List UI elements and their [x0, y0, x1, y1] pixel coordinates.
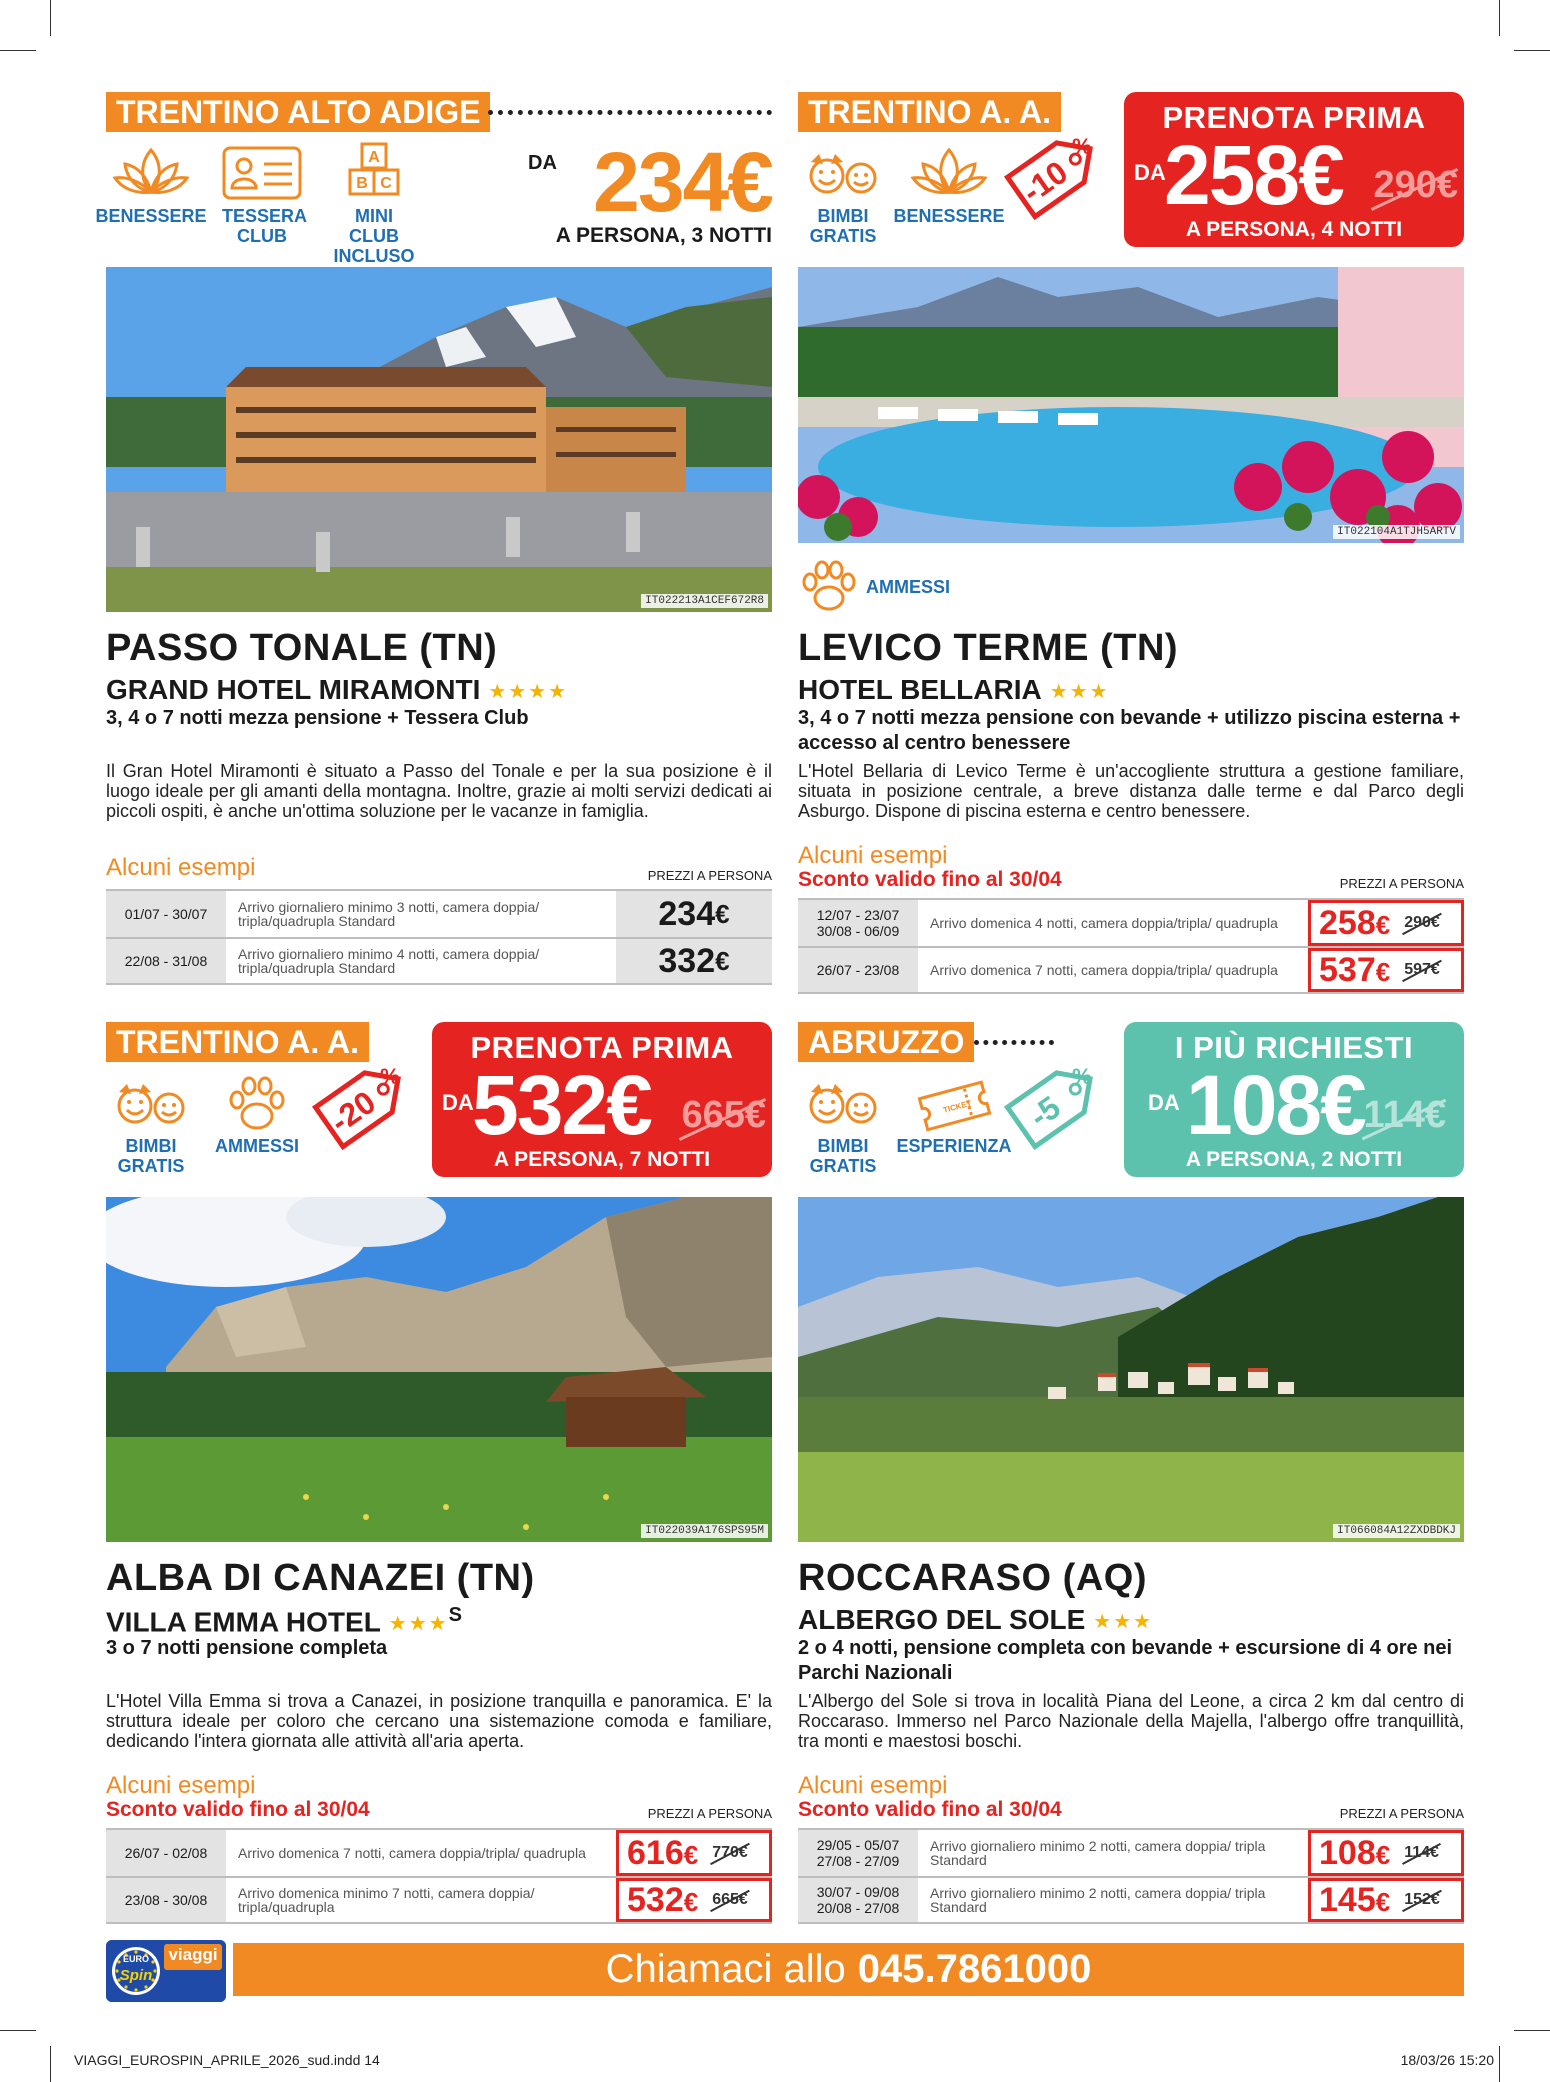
photo-code: IT022039A176SPS95M: [641, 1524, 768, 1538]
hotel-name: GRAND HOTEL MIRAMONTI: [106, 674, 481, 705]
lotus-icon: [109, 142, 193, 204]
old-price: 597€: [1404, 961, 1440, 978]
row-description: Arrivo domenica 7 notti, camera doppia/tripla/ quadrupla: [238, 1845, 586, 1861]
svg-text:%: %: [1072, 1064, 1092, 1089]
print-slug-date: 18/03/26 15:20: [1400, 2052, 1494, 2068]
old-price: 770€: [712, 1844, 748, 1861]
print-slug-file: VIAGGI_EUROSPIN_APRILE_2026_sud.indd 14: [74, 2052, 380, 2068]
promo-title: PRENOTA PRIMA: [470, 1030, 734, 1065]
examples-label: Alcuni esempi: [798, 1772, 948, 1799]
hotel-description: Il Gran Hotel Miramonti è situato a Passo del Tonale e per la sua posizione è il luogo ideale per gli amanti della montagna. Inoltre, grazie ai molti servizi dedicati ai piccoli ospiti, è anche un'ottima soluzione per le vacanze in famiglia.: [106, 761, 772, 821]
feature-esperienza: [896, 1072, 1012, 1176]
discount-tag-icon: [994, 114, 1114, 234]
feature-bimbi-gratis: [106, 1072, 196, 1176]
table-row: [106, 889, 772, 937]
destination-title: ALBA DI CANAZEI (TN): [106, 1557, 535, 1599]
table-row: [106, 1876, 772, 1924]
svg-text:-5: -5: [1022, 1088, 1067, 1135]
date-range: 26/07 - 23/08: [798, 948, 918, 992]
hotel-name: HOTEL BELLARIA: [798, 674, 1042, 705]
svg-text:%: %: [1072, 134, 1092, 159]
row-description: Arrivo giornaliero minimo 2 notti, camera doppia/ tripla Standard: [930, 1885, 1266, 1915]
row-description: Arrivo giornaliero minimo 4 notti, camera doppia/ tripla/quadrupla Standard: [238, 946, 540, 976]
feature-icons: [798, 142, 1005, 246]
feature-label: ESPERIENZA: [896, 1136, 1012, 1156]
date-range: 26/07 - 02/08: [106, 1830, 226, 1876]
offer-subtitle: 3, 4 o 7 notti mezza pensione + Tessera Club: [106, 707, 529, 729]
hotel-photo: [106, 1197, 772, 1542]
destination-title: LEVICO TERME (TN): [798, 627, 1179, 669]
crop-mark: [1514, 2030, 1550, 2031]
card-header: [798, 1022, 1464, 1192]
price-from-label: DA: [1134, 160, 1166, 185]
old-price: 290€: [1373, 164, 1458, 206]
region-label: TRENTINO A. A.: [106, 1022, 369, 1062]
price-from-label: DA: [1148, 1090, 1180, 1115]
promo-price-box: [1124, 92, 1464, 247]
table-row: [106, 1828, 772, 1876]
feature-label: TESSERA CLUB: [222, 206, 308, 246]
prices-per-person-label: PREZZI A PERSONA: [647, 1806, 772, 1821]
hotel-photo: [798, 1197, 1464, 1542]
crop-mark: [1499, 2046, 1500, 2082]
offer-subtitle: 2 o 4 notti, pensione completa con bevande + escursione di 4 ore nei Parchi Nazionali: [798, 1637, 1453, 1684]
discount-validity: Sconto valido fino al 30/04: [798, 868, 1062, 891]
pets-allowed: [798, 560, 950, 614]
logo-euro-text: EURO: [122, 1954, 149, 1964]
offer-subtitle: 3 o 7 notti pensione completa: [106, 1637, 388, 1659]
crop-mark: [1514, 50, 1550, 51]
old-price: 665€: [712, 1891, 748, 1908]
star-rating: ★★★: [1093, 1611, 1154, 1634]
price-table: [106, 1828, 772, 1924]
price-per: A PERSONA, 4 NOTTI: [1185, 218, 1403, 241]
date-range: 12/07 - 23/07 30/08 - 06/09: [798, 900, 918, 946]
row-description: Arrivo domenica minimo 7 notti, camera doppia/ tripla/quadrupla: [238, 1885, 535, 1915]
kids-icon: [109, 1072, 193, 1134]
phone-number[interactable]: 045.7861000: [857, 1947, 1092, 1991]
price-from-label: DA: [528, 152, 557, 174]
old-price: 114€: [1363, 1094, 1446, 1136]
date-range: 23/08 - 30/08: [106, 1878, 226, 1922]
svg-text:B: B: [356, 175, 368, 192]
discount-validity: Sconto valido fino al 30/04: [106, 1798, 370, 1821]
price-block: [512, 135, 772, 248]
feature-icons: [798, 1072, 1012, 1176]
member-card-icon: [220, 142, 304, 204]
prices-per-person-label: PREZZI A PERSONA: [1339, 876, 1464, 891]
star-superior: S: [448, 1604, 462, 1626]
price-per: A PERSONA, 7 NOTTI: [493, 1148, 711, 1171]
kids-icon: [801, 1072, 885, 1134]
photo-code: IT022104A1TJH5ARTV: [1333, 525, 1460, 539]
feature-tessera-club: [212, 142, 312, 266]
prices-per-person-label: PREZZI A PERSONA: [647, 868, 772, 883]
hotel-name-line: [798, 1604, 1153, 1636]
feature-icons: [106, 1072, 302, 1176]
examples-label: Alcuni esempi: [798, 842, 948, 869]
feature-benessere: [95, 142, 207, 266]
svg-text:A: A: [368, 149, 380, 166]
feature-label: BENESSERE: [893, 206, 1005, 226]
examples-label: Alcuni esempi: [106, 1772, 256, 1799]
price-table: [106, 889, 772, 985]
crop-mark: [50, 2046, 51, 2082]
row-price: 258€ 290€: [1308, 900, 1464, 946]
ticket-icon: [912, 1072, 996, 1134]
dotted-divider: [488, 110, 772, 115]
region-label: TRENTINO A. A.: [798, 92, 1061, 132]
svg-text:-20: -20: [323, 1083, 383, 1140]
row-price: 332 €: [616, 939, 772, 983]
hotel-photo: [106, 267, 772, 612]
feature-label: BIMBI GRATIS: [117, 1136, 185, 1176]
crop-mark: [1499, 0, 1500, 36]
hotel-name: ALBERGO DEL SOLE: [798, 1604, 1086, 1635]
kids-icon: [801, 142, 885, 204]
hotel-description: L'Hotel Bellaria di Levico Terme è un'accogliente struttura a gestione familiare, situata in posizione centrale, a breve distanza dalle terme e dal Parco degli Asburgo. Dispone di piscina esterna e centro benessere.: [798, 761, 1464, 821]
promo-price: 108€: [1186, 1058, 1365, 1152]
table-row: [798, 1876, 1464, 1924]
price-table: [798, 1828, 1464, 1924]
destination-title: ROCCARASO (AQ): [798, 1557, 1147, 1599]
card-header: [95, 92, 772, 266]
feature-bimbi-gratis: [798, 1072, 888, 1176]
star-rating: ★★★: [1049, 681, 1110, 704]
hotel-name: VILLA EMMA HOTEL: [106, 1606, 381, 1638]
table-row: [798, 898, 1464, 946]
row-description: Arrivo giornaliero minimo 3 notti, camera doppia/ tripla/quadrupla Standard: [238, 899, 540, 929]
photo-code: IT066084A12ZXDBDKJ: [1333, 1524, 1460, 1538]
offer-subtitle: 3, 4 o 7 notti mezza pensione con bevande + utilizzo piscina esterna + accesso al centro benessere: [798, 707, 1461, 754]
discount-tag-icon: [302, 1044, 422, 1164]
price-table: [798, 898, 1464, 994]
feature-label: BENESSERE: [95, 206, 207, 226]
hotel-description: L'Albergo del Sole si trova in località Piana del Leone, a circa 2 km dal centro di Roccaraso. Immerso nel Parco Nazionale della Majella, l'albergo offre tranquillità, tra monti e maestosi boschi.: [798, 1691, 1464, 1751]
call-text: Chiamaci allo: [605, 1947, 846, 1991]
price-per: A PERSONA, 3 NOTTI: [555, 224, 772, 247]
card-header: [798, 92, 1464, 262]
eurospin-viaggi-logo: [106, 1940, 226, 2002]
card-header: [106, 1022, 772, 1192]
hotel-name-line: [798, 674, 1110, 706]
svg-text:TICKET: TICKET: [942, 1098, 973, 1115]
table-row: [798, 946, 1464, 994]
abc-blocks-icon: [332, 142, 416, 204]
promo-title: I PIÙ RICHIESTI: [1174, 1030, 1414, 1065]
promo-price-box: [1124, 1022, 1464, 1177]
row-description: Arrivo domenica 7 notti, camera doppia/tripla/ quadrupla: [930, 962, 1278, 978]
offer-card-passo-tonale: [95, 92, 772, 980]
lotus-icon: [907, 142, 991, 204]
offer-card-roccaraso: [798, 1022, 1464, 1919]
crop-mark: [0, 2030, 36, 2031]
row-price: 537€ 597€: [1308, 948, 1464, 992]
destination-title: PASSO TONALE (TN): [106, 627, 498, 669]
svg-text:-10: -10: [1015, 153, 1075, 210]
price-from-label: DA: [442, 1090, 474, 1115]
region-label: ABRUZZO: [798, 1022, 974, 1062]
hotel-name-line: [106, 674, 568, 706]
price-amount: 234€: [593, 135, 772, 229]
date-range: 22/08 - 31/08: [106, 939, 226, 983]
feature-icons: [95, 142, 420, 266]
hotel-description: L'Hotel Villa Emma si trova a Canazei, in posizione tranquilla e panoramica. E' la struttura ideale per coloro che cercano una sistemazione comoda e familiare, dedicando l'intera giornata alle attività all'aria aperta.: [106, 1691, 772, 1751]
crop-mark: [50, 0, 51, 36]
examples-label: Alcuni esempi: [106, 854, 256, 881]
paw-icon: [215, 1072, 299, 1134]
row-price: 108€ 114€: [1308, 1830, 1464, 1876]
date-range: 29/05 - 05/07 27/08 - 27/09: [798, 1830, 918, 1876]
svg-text:%: %: [380, 1064, 400, 1089]
star-rating: ★★★★: [488, 681, 569, 704]
old-price: 152€: [1404, 1891, 1440, 1908]
feature-benessere: [893, 142, 1005, 246]
row-price: 145€ 152€: [1308, 1878, 1464, 1922]
svg-text:C: C: [380, 175, 392, 192]
table-row: [798, 1828, 1464, 1876]
promo-price: 258€: [1164, 128, 1343, 222]
old-price: 290€: [1404, 914, 1440, 931]
old-price: 114€: [1404, 1844, 1439, 1861]
date-range: 30/07 - 09/08 20/08 - 27/08: [798, 1878, 918, 1922]
row-price: 616€ 770€: [616, 1830, 772, 1876]
logo-viaggi-text: viaggi: [168, 1945, 218, 1964]
region-label: TRENTINO ALTO ADIGE: [106, 92, 490, 132]
feature-label: MINI CLUB INCLUSO: [333, 206, 415, 266]
table-row: [106, 937, 772, 985]
price-per: A PERSONA, 2 NOTTI: [1185, 1148, 1403, 1171]
promo-title: PRENOTA PRIMA: [1162, 100, 1426, 135]
promo-price: 532€: [472, 1058, 651, 1152]
feature-mini-club: [328, 142, 420, 266]
row-description: Arrivo giornaliero minimo 2 notti, camera doppia/ tripla Standard: [930, 1838, 1266, 1868]
prices-per-person-label: PREZZI A PERSONA: [1339, 1806, 1464, 1821]
star-rating: ★★★: [388, 1613, 449, 1636]
hotel-name-line: [106, 1604, 462, 1638]
offer-card-alba-di-canazei: [106, 1022, 772, 1919]
row-description: Arrivo domenica 4 notti, camera doppia/tripla/ quadrupla: [930, 915, 1278, 931]
hotel-photo: [798, 267, 1464, 543]
discount-tag-icon: [994, 1044, 1114, 1164]
crop-mark: [0, 50, 36, 51]
photo-code: IT022213A1CEF672R8: [641, 594, 768, 608]
feature-label: BIMBI GRATIS: [809, 206, 877, 246]
feature-label: AMMESSI: [214, 1136, 299, 1156]
pets-label: AMMESSI: [866, 576, 951, 597]
discount-validity: Sconto valido fino al 30/04: [798, 1798, 1062, 1821]
offer-card-levico-terme: [798, 92, 1464, 989]
date-range: 01/07 - 30/07: [106, 891, 226, 937]
row-price: 234 €: [616, 891, 772, 937]
logo-spin-text: Spin: [119, 1967, 153, 1984]
feature-label: BIMBI GRATIS: [809, 1136, 877, 1176]
promo-price-box: [432, 1022, 772, 1177]
feature-bimbi-gratis: [798, 142, 888, 246]
call-banner: [233, 1943, 1464, 1996]
old-price: 665€: [681, 1094, 766, 1136]
row-price: 532€ 665€: [616, 1878, 772, 1922]
paw-icon: [798, 560, 860, 614]
feature-ammessi: [212, 1072, 302, 1176]
